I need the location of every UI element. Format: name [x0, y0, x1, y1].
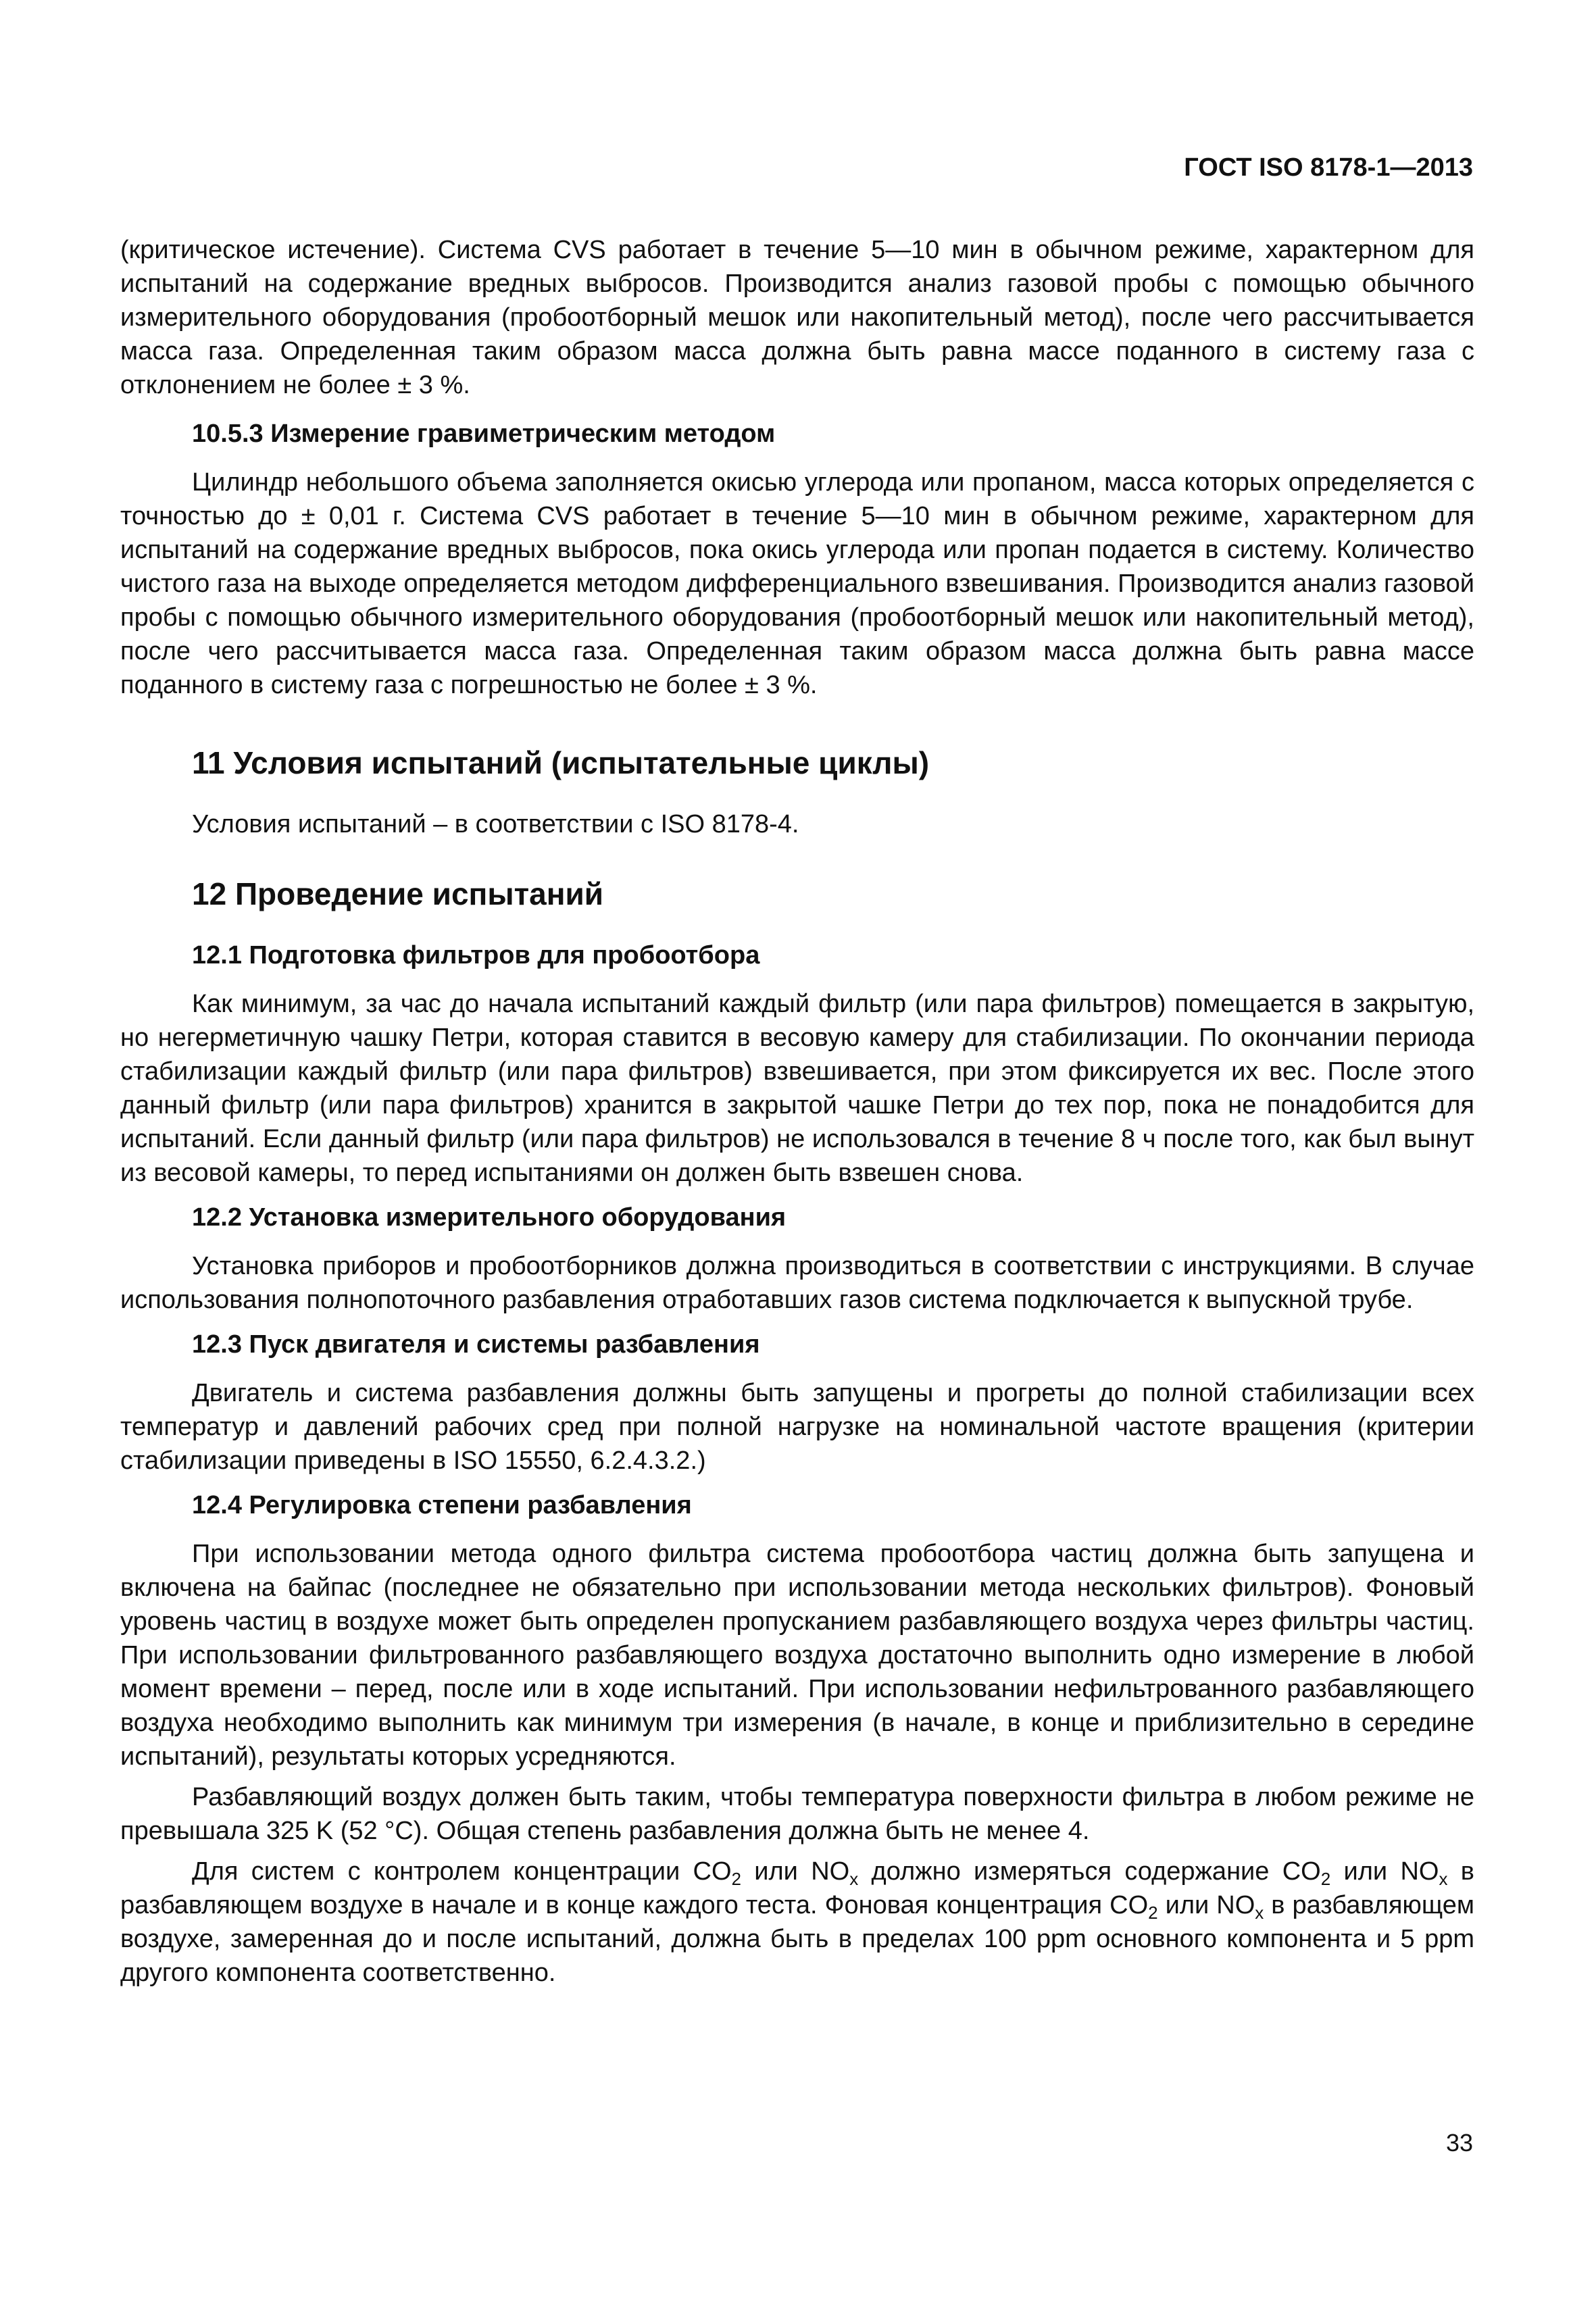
section-12-2-heading: 12.2 Установка измерительного оборудования	[192, 1203, 787, 1232]
section-12-4-paragraph-1: При использовании метода одного фильтра система пробоотбора частиц должна быть запущена и включена на байпас (последнее не обязательно при использовании метода нескольких фильтров). Фоновый уровень частиц в воздухе может быть определен пропусканием разбавляющего воздуха через фильтры частиц. При использовании фильтрованного разбавляющего воздуха достаточно выполнить одно измерение в любой момент времени – перед, после или в ходе испытаний. При использовании нефильтрованного разбавляющего воздуха необходимо выполнить как минимум три измерения (в начале, в конце и приблизительно в середине испытаний), результаты которых усредняются.	[120, 1540, 1474, 1771]
section-10-5-3-text: Цилиндр небольшого объема заполняется окисью углерода или пропаном, масса которых определяется с точностью до ± 0,01 г. Система CVS работает в течение 5—10 мин в обычном режиме, характерном для испытаний на содержание вредных выбросов, пока окись углерода или пропан подается в систему. Количество чистого газа на выходе определяется методом дифференциального взвешивания. Производится анализ газовой пробы с помощью обычного измерительного оборудования (пробоотборный мешок или накопительный метод), после чего рассчитывается масса газа. Определенная таким образом масса должна быть равна массе поданного в систему газа с погрешностью не более ± 3 %.	[120, 468, 1474, 699]
section-12-1-text: Как минимум, за час до начала испытаний каждый фильтр (или пара фильтров) помещается в закрытую, но негерметичную чашку Петри, которая ставится в весовую камеру для стабилизации. По окончании периода стабилизации каждый фильтр (или пара фильтров) взвешивается, при этом фиксируется их вес. После этого данный фильтр (или пара фильтров) хранится в закрытой чашке Петри до тех пор, пока не понадобится для испытаний. Если данный фильтр (или пара фильтров) не использовался в течение 8 ч после того, как был вынут из весовой камеры, то перед испытаниями он должен быть взвешен снова.	[120, 990, 1474, 1187]
section-12-1-heading: 12.1 Подготовка фильтров для пробоотбора	[192, 941, 760, 970]
section-12-3-heading: 12.3 Пуск двигателя и системы разбавления	[192, 1330, 760, 1359]
section-12-4-heading: 12.4 Регулировка степени разбавления	[192, 1491, 692, 1519]
page-number: 33	[1445, 2129, 1473, 2157]
section-12-2-text: Установка приборов и пробоотборников должна производиться в соответствии с инструкциями. В случае использования полнопоточного разбавления отработавших газов система подключается к выпускной трубе.	[120, 1252, 1474, 1314]
document-code-header: ГОСТ ISO 8178-1—2013	[1184, 153, 1473, 182]
section-12-4-paragraph-2: Разбавляющий воздух должен быть таким, чтобы температура поверхности фильтра в любом режиме не превышала 325 K (52 °C). Общая степень разбавления должна быть не менее 4.	[120, 1783, 1474, 1845]
section-11-heading: 11 Условия испытаний (испытательные циклы)	[192, 745, 930, 780]
section-11-text: Условия испытаний – в соответствии с ISO 8178-4.	[192, 810, 799, 838]
section-12-heading: 12 Проведение испытаний	[192, 876, 604, 911]
intro-paragraph: (критическое истечение). Система CVS работает в течение 5—10 мин в обычном режиме, характерном для испытаний на содержание вредных выбросов. Производится анализ газовой пробы с помощью обычного измерительного оборудования (пробоотборный мешок или накопительный метод), после чего рассчитывается масса газа. Определенная таким образом масса должна быть равна массе поданного в систему газа с отклонением не более ± 3 %.	[120, 236, 1474, 399]
section-12-4-paragraph-3: Для систем с контролем концентрации $CO_2$ или $NO_x$ должно измеряться содержание $CO_2$ или $NO_x$ в разбавляющем воздухе в начале и в конце каждого теста. Фоновая концентрация $CO_2$ или $NO_x$ в разбавляющем воздухе, замеренная до и после испытаний, должна быть в пределах 100 ppm основного компонента и 5 ppm другого компонента соответственно.	[120, 1857, 1474, 1987]
section-12-3-text: Двигатель и система разбавления должны быть запущены и прогреты до полной стабилизации всех температур и давлений рабочих сред при полной нагрузке на номинальной частоте вращения (критерии стабилизации приведены в ISO 15550, 6.2.4.3.2.)	[120, 1379, 1474, 1475]
page-content	[120, 233, 1474, 1990]
section-10-5-3-heading: 10.5.3 Измерение гравиметрическим методом	[192, 420, 776, 448]
